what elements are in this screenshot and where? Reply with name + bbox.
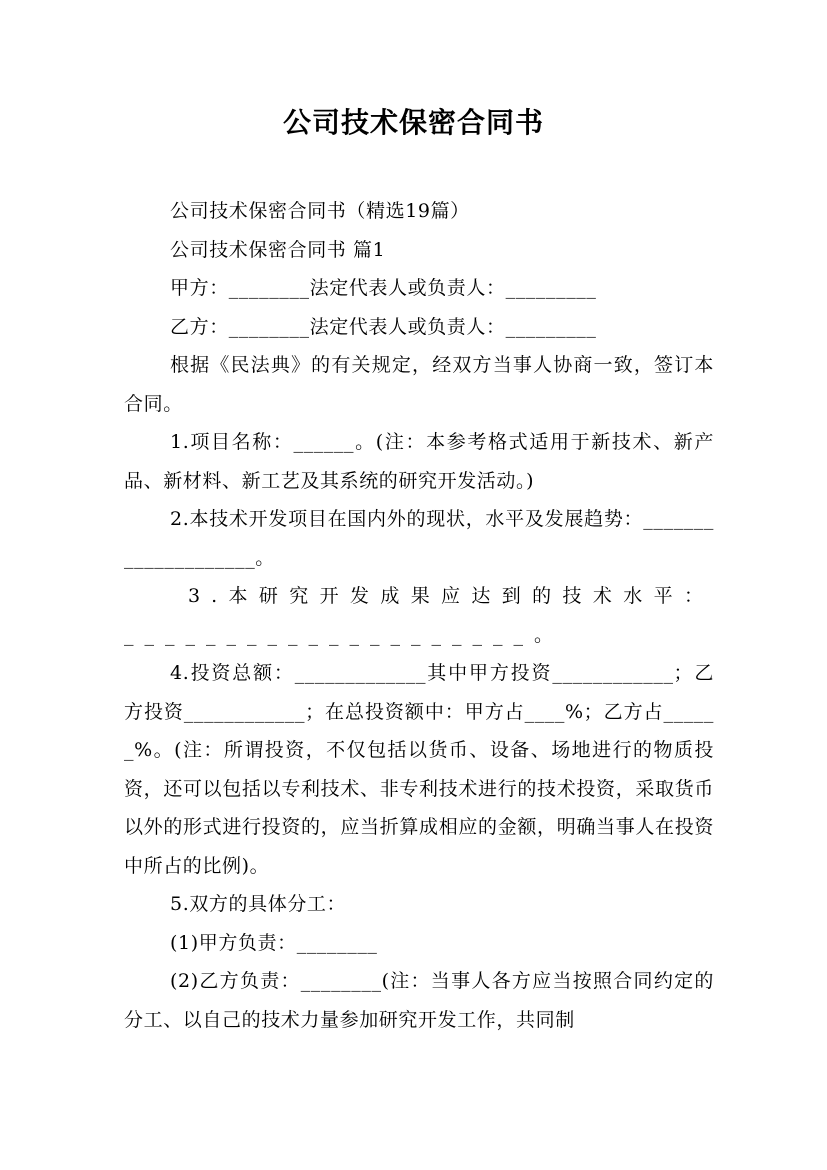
paragraph-item-5: 5.双方的具体分工： [170, 893, 347, 915]
paragraph-item-3: 3.本研究开发成果应达到的技术水平：____________________。 [124, 585, 714, 646]
paragraph-party-a: 甲方：________法定代表人或负责人：_________ [170, 277, 597, 299]
paragraph-preamble: 根据《民法典》的有关规定，经双方当事人协商一致，签订本合同。 [124, 354, 714, 415]
paragraph-item-5-1: (1)甲方负责：________ [170, 931, 378, 954]
paragraph-item-4: 4.投资总额：_____________其中甲方投资____________；乙方投资____________；在总投资额中：甲方占____%；乙方占______%。(注：所谓投资，不仅包括以货币、设备、场地进行的物质投资，还可以包括以专利技术、非专利技术进行的技术投资，采取货币以外的形式进行投资的，应当折算成相应的金额，明确当事人在投资中所占的比例)。 [124, 662, 714, 877]
paragraph-subtitle: 公司技术保密合同书（精选19篇） [170, 200, 470, 222]
paragraph-item-1: 1.项目名称：______。(注：本参考格式适用于新技术、新产品、新材料、新工艺及其系统的研究开发活动。) [124, 431, 714, 492]
paragraph-party-b: 乙方：________法定代表人或负责人：_________ [170, 315, 597, 338]
paragraph-item-2: 2.本技术开发项目在国内外的现状，水平及发展趋势：____________________。 [124, 508, 714, 569]
paragraph-item-5-2: (2)乙方负责：________(注：当事人各方应当按照合同约定的分工、以自己的技术力量参加研究开发工作，共同制 [124, 970, 714, 1031]
document-body [124, 192, 714, 1039]
document-title: 公司技术保密合同书 [282, 106, 544, 139]
paragraph-chapter-heading: 公司技术保密合同书 篇1 [170, 238, 386, 261]
